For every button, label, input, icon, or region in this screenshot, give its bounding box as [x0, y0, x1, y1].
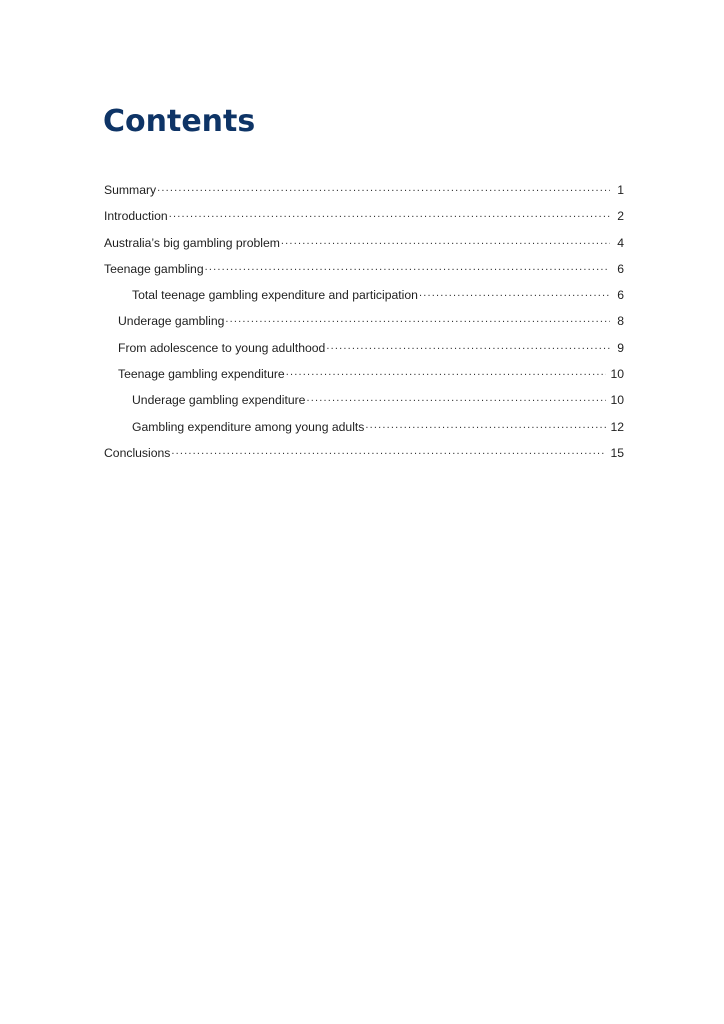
toc-entry-australias-big-gambling-problem[interactable]	[104, 235, 624, 261]
toc-entry-label: Total teenage gambling expenditure and participation	[132, 288, 418, 303]
toc-entry-label: From adolescence to young adulthood	[118, 340, 326, 355]
toc-entry-label: Teenage gambling expenditure	[118, 367, 285, 382]
toc-entry-label: Conclusions	[104, 445, 171, 460]
toc-entry-label: Teenage gambling	[104, 261, 204, 276]
toc-page-number: 15	[610, 445, 624, 460]
toc-page-number: 12	[610, 419, 624, 434]
toc-dot-leader	[326, 340, 610, 352]
toc-entry-label: Gambling expenditure among young adults	[132, 419, 365, 434]
toc-page-number: 6	[617, 261, 624, 276]
toc-entry-underage-gambling-expenditure[interactable]	[104, 392, 624, 418]
toc-entry-introduction[interactable]	[104, 208, 624, 234]
toc-entry-label: Underage gambling expenditure	[132, 393, 306, 408]
toc-dot-leader	[225, 313, 610, 325]
toc-page-number: 4	[617, 235, 624, 250]
toc-entry-total-teenage-gambling-expenditure[interactable]	[104, 287, 624, 313]
toc-entry-label: Underage gambling	[118, 314, 225, 329]
toc-page-number: 8	[617, 314, 624, 329]
toc-page-number: 6	[617, 288, 624, 303]
toc-entry-underage-gambling[interactable]	[104, 313, 624, 339]
toc-dot-leader	[169, 208, 610, 220]
toc-entry-summary[interactable]	[104, 182, 624, 208]
toc-dot-leader	[157, 182, 610, 194]
toc-dot-leader	[365, 419, 606, 431]
toc-page-number: 10	[610, 393, 624, 408]
toc-dot-leader	[419, 287, 610, 299]
toc-page-number: 2	[617, 209, 624, 224]
toc-entry-gambling-expenditure-young-adults[interactable]	[104, 419, 624, 445]
toc-entry-label: Australia’s big gambling problem	[104, 235, 280, 250]
toc-entry-label: Summary	[104, 183, 157, 197]
toc-dot-leader	[171, 445, 606, 457]
toc-page-number: 9	[617, 340, 624, 355]
toc-entry-teenage-gambling[interactable]	[104, 261, 624, 287]
table-of-contents	[104, 182, 624, 471]
page-title: Contents	[103, 104, 256, 139]
toc-entry-conclusions[interactable]	[104, 445, 624, 471]
toc-dot-leader	[286, 366, 607, 378]
toc-dot-leader	[306, 392, 606, 404]
toc-page-number: 10	[610, 367, 624, 382]
toc-page-number: 1	[617, 183, 624, 197]
toc-entry-adolescence-to-young-adulthood[interactable]	[104, 340, 624, 366]
toc-entry-teenage-gambling-expenditure[interactable]	[104, 366, 624, 392]
toc-dot-leader	[281, 235, 610, 247]
toc-entry-label: Introduction	[104, 209, 168, 224]
toc-dot-leader	[205, 261, 610, 273]
